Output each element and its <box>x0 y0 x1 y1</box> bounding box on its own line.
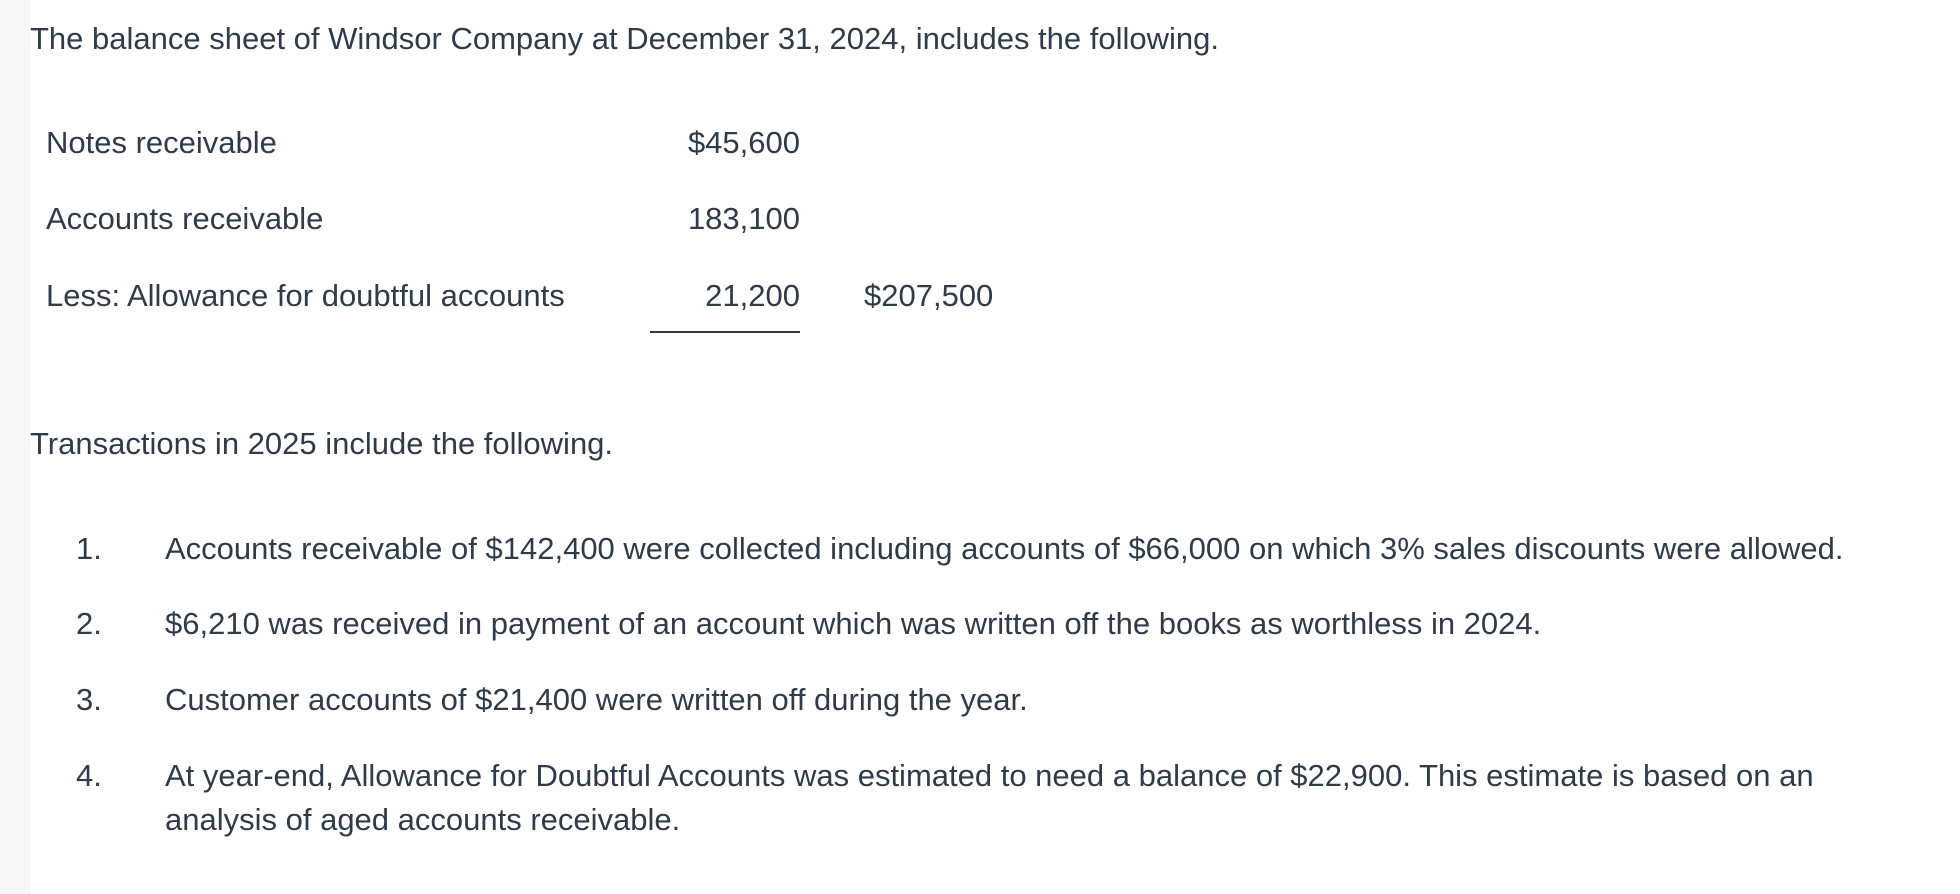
balance-sheet-label: Notes receivable <box>46 125 277 160</box>
balance-sheet-row-accounts-receivable <box>46 198 1046 240</box>
transaction-text: Customer accounts of $21,400 were written off during the year. <box>165 682 1028 717</box>
balance-sheet-label: Accounts receivable <box>46 201 324 236</box>
transaction-text: Accounts receivable of $142,400 were collected including accounts of $66,000 on which 3% sales discounts were allowed. <box>165 531 1844 566</box>
balance-sheet-amount: 183,100 <box>687 201 800 236</box>
balance-sheet-row-notes-receivable <box>46 122 1046 164</box>
balance-sheet-total: $207,500 <box>864 278 994 313</box>
balance-sheet-amount: $45,600 <box>687 125 800 160</box>
intro-text: The balance sheet of Windsor Company at December 31, 2024, includes the following. <box>30 21 1220 56</box>
transactions-heading: Transactions in 2025 include the following. <box>30 426 614 461</box>
transaction-number: 4. <box>76 758 102 793</box>
transaction-number: 1. <box>76 531 102 566</box>
subtotal-underline <box>650 331 800 333</box>
balance-sheet-row-allowance <box>46 275 1046 317</box>
transaction-text: At year-end, Allowance for Doubtful Accounts was estimated to need a balance of $22,900. This estimate is based on an analysis of aged accounts receivable. <box>165 758 1814 837</box>
transaction-number: 2. <box>76 606 102 641</box>
balance-sheet-amount: 21,200 <box>705 278 800 313</box>
transaction-text: $6,210 was received in payment of an account which was written off the books as worthless in 2024. <box>165 606 1542 641</box>
balance-sheet-label: Less: Allowance for doubtful accounts <box>46 278 565 313</box>
transaction-number: 3. <box>76 682 102 717</box>
